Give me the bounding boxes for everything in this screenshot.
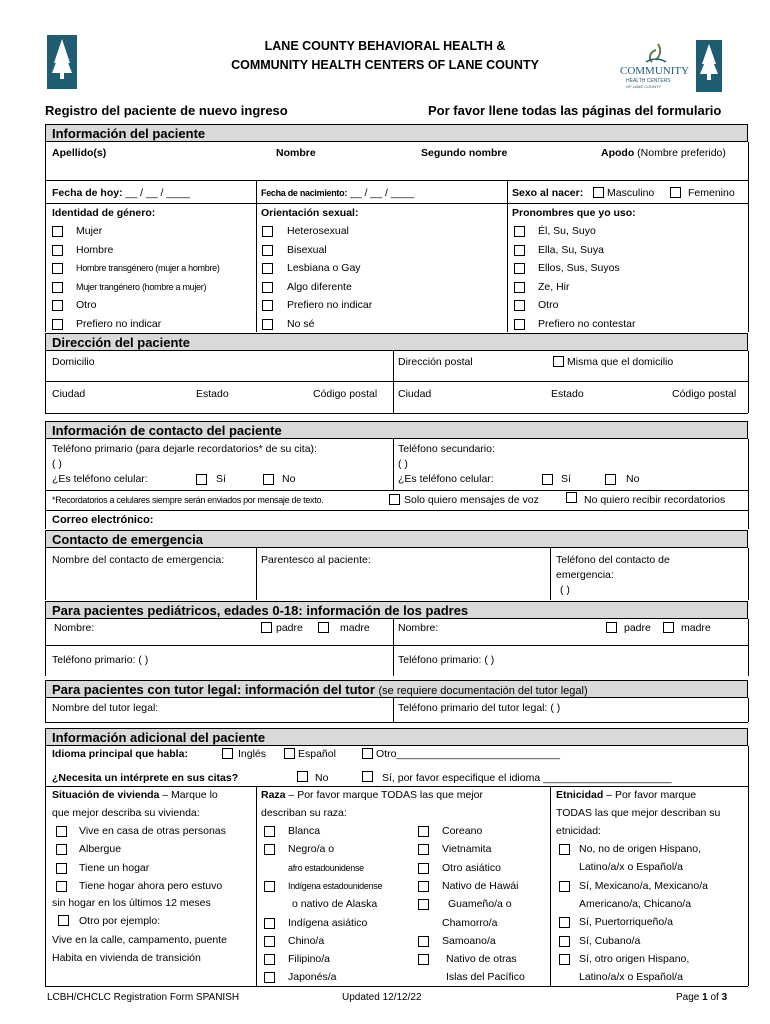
language-label: Idioma principal que habla: — [52, 748, 188, 760]
emergency-phone-label-1: Teléfono del contacto de — [556, 554, 670, 566]
housing-checkbox-3[interactable] — [56, 881, 67, 892]
race-a-checkbox-5[interactable] — [264, 918, 275, 929]
cell-question-2: ¿Es teléfono celular: — [398, 473, 494, 485]
interpreter-no-label: No — [315, 772, 329, 784]
gender-checkbox-0[interactable] — [52, 226, 63, 237]
dob-label: Fecha de nacimiento: __ / __ / ____ — [261, 187, 415, 199]
lane-valley-logo — [694, 40, 724, 92]
race-a-label-2: afro estadounidense — [288, 862, 364, 873]
race-a-label-6: Chino/a — [288, 934, 325, 947]
sex-male-checkbox[interactable] — [593, 187, 604, 198]
sex-at-birth-label: Sexo al nacer: — [512, 187, 584, 199]
race-b-checkbox-6[interactable] — [418, 936, 429, 947]
section-emergency: Contacto de emergencia — [45, 530, 748, 548]
emergency-name-label: Nombre del contacto de emergencia: — [52, 554, 225, 566]
housing-line2: que mejor describa su vivienda: — [52, 807, 200, 819]
pronoun-checkbox-3[interactable] — [514, 282, 525, 293]
pronoun-checkbox-0[interactable] — [514, 226, 525, 237]
secondary-phone-paren: ( ) — [398, 458, 408, 470]
ethnicity-line3: etnicidad: — [556, 825, 601, 837]
city-label-2: Ciudad — [398, 388, 432, 400]
email-label: Correo electrónico: — [52, 514, 154, 526]
section-additional: Información adicional del paciente — [45, 728, 748, 746]
no-reminders-checkbox[interactable] — [566, 492, 577, 503]
gender-label-1: Hombre — [76, 243, 114, 256]
ethnicity-label-0: No, no de origen Hispano, — [579, 843, 701, 855]
orientation-checkbox-4[interactable] — [262, 300, 273, 311]
interpreter-yes-checkbox[interactable] — [362, 771, 373, 782]
mother-checkbox-2[interactable] — [663, 622, 674, 633]
housing-checkbox-2[interactable] — [56, 863, 67, 874]
race-b-label-6: Samoano/a — [442, 934, 496, 947]
ethnicity-checkbox-4[interactable] — [559, 917, 570, 928]
gender-label-3: Mujer trangénero (hombre a mujer) — [76, 281, 207, 292]
gender-label-4: Otro — [76, 299, 97, 311]
orientation-checkbox-5[interactable] — [262, 319, 273, 330]
housing-heading: Situación de vivienda – Marque lo — [52, 789, 218, 801]
footer-page: Page 1 of 3 — [676, 992, 728, 1003]
housing-example-2: Habita en vivienda de transición — [52, 952, 201, 964]
housing-checkbox-0[interactable] — [56, 826, 67, 837]
ethnicity-label-6: Sí, otro origen Hispano, — [579, 952, 690, 965]
gender-identity-heading: Identidad de género: — [52, 207, 156, 219]
zip-label-2: Código postal — [672, 388, 737, 400]
race-b-label-2: Otro asiático — [442, 861, 501, 874]
today-date-label: Fecha de hoy: __ / __ / ____ — [52, 187, 190, 199]
pronoun-label-2: Ellos, Sus, Suyos — [538, 262, 620, 274]
voice-only-label: Solo quiero mensajes de voz — [404, 494, 539, 506]
orientation-label-1: Bisexual — [287, 243, 327, 256]
cell-question: ¿Es teléfono celular: — [52, 473, 148, 485]
gender-checkbox-1[interactable] — [52, 245, 63, 256]
race-a-checkbox-3[interactable] — [264, 881, 275, 892]
gender-label-2: Hombre transgénero (mujer a hombre) — [76, 263, 220, 273]
home-address-label: Domicilio — [52, 356, 95, 368]
ethnicity-label-5: Sí, Cubano/a — [579, 934, 641, 947]
pronoun-checkbox-5[interactable] — [514, 319, 525, 330]
same-as-home-label: Misma que el domicilio — [567, 356, 674, 368]
race-b-label-8: Islas del Pacífico — [446, 971, 525, 984]
race-a-label-7: Filipino/a — [288, 953, 331, 966]
state-label-2: Estado — [551, 388, 584, 400]
gender-checkbox-4[interactable] — [52, 300, 63, 311]
cell-no-label: No — [282, 473, 296, 485]
english-label: Inglés — [238, 748, 267, 760]
orientation-label-5: No sé — [287, 317, 315, 330]
ethnicity-label-4: Sí, Puertorriqueño/a — [579, 916, 673, 929]
mailing-address-label: Dirección postal — [398, 356, 473, 368]
form-title: Registro del paciente de nuevo ingreso — [45, 103, 288, 118]
housing-cont: sin hogar en los últimos 12 meses — [52, 897, 211, 909]
pronoun-label-5: Prefiero no contestar — [538, 317, 636, 330]
secondary-phone-label: Teléfono secundario: — [398, 443, 495, 455]
father-checkbox[interactable] — [261, 622, 272, 633]
pronoun-label-0: Él, Su, Suyo — [538, 225, 596, 237]
community-health-logo — [618, 40, 692, 92]
race-a-label-0: Blanca — [288, 825, 321, 837]
emergency-phone-paren: ( ) — [560, 584, 570, 596]
race-b-checkbox-7[interactable] — [418, 954, 429, 965]
housing-label-1: Albergue — [79, 843, 122, 856]
father-checkbox-2[interactable] — [606, 622, 617, 633]
english-checkbox[interactable] — [222, 748, 233, 759]
mother-label: madre — [340, 622, 370, 634]
ethnicity-label-2: Sí, Mexicano/a, Mexicano/a — [579, 879, 708, 892]
header-title-line1: LANE COUNTY BEHAVIORAL HEALTH & — [264, 39, 506, 53]
race-a-label-3: Indígena estadounidense — [288, 880, 383, 891]
cell-yes-label-2: Sí — [561, 473, 571, 485]
interpreter-no-checkbox[interactable] — [297, 771, 308, 782]
interpreter-yes-label: Sí, por favor especifique el idioma ______________________ — [382, 772, 672, 784]
ethnicity-line2: TODAS las que mejor describan su — [556, 807, 721, 819]
section-pediatric: Para pacientes pediátricos, edades 0-18: información de los padres — [45, 601, 748, 619]
guardian-phone-label: Teléfono primario del tutor legal: ( ) — [398, 702, 561, 714]
father-label: padre — [276, 622, 303, 634]
race-b-label-1: Vietnamita — [442, 843, 492, 856]
community-logo-text: COMMUNITY — [620, 65, 690, 77]
housing-other-label: Otro por ejemplo: — [79, 915, 161, 927]
race-a-checkbox-7[interactable] — [264, 954, 275, 965]
ethnicity-label-1: Latino/a/x o Español/a — [579, 861, 683, 874]
pronoun-checkbox-1[interactable] — [514, 245, 525, 256]
footer-form-name: LCBH/CHCLC Registration Form SPANISH — [47, 992, 240, 1003]
ethnicity-label-3: Americano/a, Chicano/a — [579, 897, 692, 910]
race-a-label-8: Japonés/a — [288, 971, 337, 984]
race-a-checkbox-0[interactable] — [264, 826, 275, 837]
ethnicity-checkbox-0[interactable] — [559, 844, 570, 855]
orientation-label-3: Algo diferente — [287, 280, 352, 293]
interpreter-question: ¿Necesita un intérprete en sus citas? — [52, 772, 239, 784]
cell-no-checkbox-2[interactable] — [605, 474, 616, 485]
header-title-line2: COMMUNITY HEALTH CENTERS OF LANE COUNTY — [231, 58, 539, 72]
race-b-label-7: Nativo de otras — [446, 953, 517, 966]
race-a-label-1: Negro/a o — [288, 843, 335, 856]
same-as-home-checkbox[interactable] — [553, 356, 564, 367]
voice-only-checkbox[interactable] — [389, 494, 400, 505]
reminder-note: *Recordatorios a celulares siempre serán enviados por mensaje de texto. — [52, 495, 324, 505]
gender-label-0: Mujer — [76, 225, 103, 237]
race-b-checkbox-4[interactable] — [418, 899, 429, 910]
parent-name-label: Nombre: — [54, 622, 95, 634]
race-line2: describan su raza: — [261, 807, 347, 819]
pronoun-checkbox-2[interactable] — [514, 263, 525, 274]
cell-yes-checkbox-2[interactable] — [542, 474, 553, 485]
orientation-checkbox-0[interactable] — [262, 226, 273, 237]
parent-phone-label: Teléfono primario: ( ) — [52, 654, 149, 666]
mother-label-2: madre — [681, 622, 711, 634]
orientation-checkbox-3[interactable] — [262, 282, 273, 293]
section-patient-info: Información del paciente — [45, 124, 748, 142]
housing-label-0: Vive en casa de otras personas — [79, 825, 226, 837]
primary-phone-label: Teléfono primario (para dejarle recordatorios* de su cita): — [52, 443, 317, 455]
race-a-checkbox-6[interactable] — [264, 936, 275, 947]
ethnicity-checkbox-5[interactable] — [559, 936, 570, 947]
housing-label-2: Tiene un hogar — [79, 861, 150, 874]
race-b-checkbox-1[interactable] — [418, 844, 429, 855]
race-b-label-4: Guameño/a o — [448, 898, 512, 911]
ethnicity-checkbox-6[interactable] — [559, 954, 570, 965]
pronoun-label-4: Otro — [538, 299, 559, 311]
housing-example-1: Vive en la calle, campamento, puente — [52, 934, 227, 946]
race-b-checkbox-3[interactable] — [418, 881, 429, 892]
last-name-label: Apellido(s) — [52, 147, 107, 159]
gender-checkbox-5[interactable] — [52, 319, 63, 330]
mother-checkbox[interactable] — [318, 622, 329, 633]
orientation-checkbox-2[interactable] — [262, 263, 273, 274]
other-language-checkbox[interactable] — [362, 748, 373, 759]
housing-checkbox-1[interactable] — [56, 844, 67, 855]
orientation-heading: Orientación sexual: — [261, 207, 359, 219]
race-b-label-5: Chamorro/a — [442, 916, 498, 929]
ethnicity-checkbox-2[interactable] — [559, 881, 570, 892]
city-label: Ciudad — [52, 388, 86, 400]
emergency-relation-label: Parentesco al paciente: — [261, 554, 371, 566]
race-b-label-3: Nativo de Hawái — [442, 879, 519, 892]
footer-updated: Updated 12/12/22 — [342, 992, 422, 1003]
race-b-checkbox-2[interactable] — [418, 863, 429, 874]
orientation-label-0: Heterosexual — [287, 225, 349, 237]
gender-checkbox-2[interactable] — [52, 263, 63, 274]
sex-male-label: Masculino — [607, 187, 655, 199]
nickname-label: Apodo (Nombre preferido) — [601, 147, 726, 159]
pronouns-heading: Pronombres que yo uso: — [512, 207, 636, 219]
community-logo-sub2: OF LANE COUNTY — [626, 84, 662, 89]
cell-yes-label: Sí — [216, 473, 226, 485]
middle-name-label: Segundo nombre — [421, 147, 508, 159]
orientation-label-4: Prefiero no indicar — [287, 299, 373, 311]
primary-phone-paren: ( ) — [52, 458, 62, 470]
section-contact: Información de contacto del paciente — [45, 421, 748, 439]
race-a-checkbox-8[interactable] — [264, 972, 275, 983]
race-b-checkbox-0[interactable] — [418, 826, 429, 837]
emergency-phone-label-2: emergencia: — [556, 569, 614, 581]
no-reminders-label: No quiero recibir recordatorios — [584, 494, 726, 506]
spanish-label: Español — [298, 748, 336, 760]
guardian-name-label: Nombre del tutor legal: — [52, 702, 159, 714]
gender-checkbox-3[interactable] — [52, 282, 63, 293]
parent-name-label-2: Nombre: — [398, 622, 439, 634]
father-label-2: padre — [624, 622, 651, 634]
first-name-label: Nombre — [276, 147, 316, 159]
spanish-checkbox[interactable] — [284, 748, 295, 759]
other-language-label: Otro____________________________ — [376, 748, 560, 760]
race-a-label-4: o nativo de Alaska — [292, 898, 378, 911]
cell-no-checkbox[interactable] — [263, 474, 274, 485]
housing-label-3: Tiene hogar ahora pero estuvo — [79, 879, 223, 892]
section-address: Dirección del paciente — [45, 333, 748, 351]
ethnicity-label-7: Latino/a/x o Español/a — [579, 971, 683, 984]
gender-label-5: Prefiero no indicar — [76, 317, 162, 330]
pronoun-checkbox-4[interactable] — [514, 300, 525, 311]
section-guardian: Para pacientes con tutor legal: información del tutor (se requiere documentación del tutor legal) — [45, 680, 748, 698]
race-b-label-0: Coreano — [442, 825, 483, 837]
housing-other-checkbox[interactable] — [58, 915, 69, 926]
zip-label: Código postal — [313, 388, 378, 400]
cell-yes-checkbox[interactable] — [196, 474, 207, 485]
sex-female-label: Femenino — [688, 187, 735, 199]
pronoun-label-1: Ella, Su, Suya — [538, 243, 604, 256]
state-label: Estado — [196, 388, 229, 400]
orientation-label-2: Lesbiana o Gay — [287, 262, 361, 274]
cell-no-label-2: No — [626, 473, 640, 485]
community-logo-sub: HEALTH CENTERS — [626, 78, 671, 84]
ethnicity-heading: Etnicidad – Por favor marque — [556, 789, 697, 801]
race-a-checkbox-1[interactable] — [264, 844, 275, 855]
race-heading: Raza – Por favor marque TODAS las que mejor — [261, 789, 483, 801]
sex-female-checkbox[interactable] — [670, 187, 681, 198]
form-instruction: Por favor llene todas las páginas del formulario — [428, 103, 722, 118]
orientation-checkbox-1[interactable] — [262, 245, 273, 256]
race-a-label-5: Indígena asiático — [288, 916, 368, 929]
parent-phone-label-2: Teléfono primario: ( ) — [398, 654, 495, 666]
pronoun-label-3: Ze, Hir — [538, 280, 570, 293]
